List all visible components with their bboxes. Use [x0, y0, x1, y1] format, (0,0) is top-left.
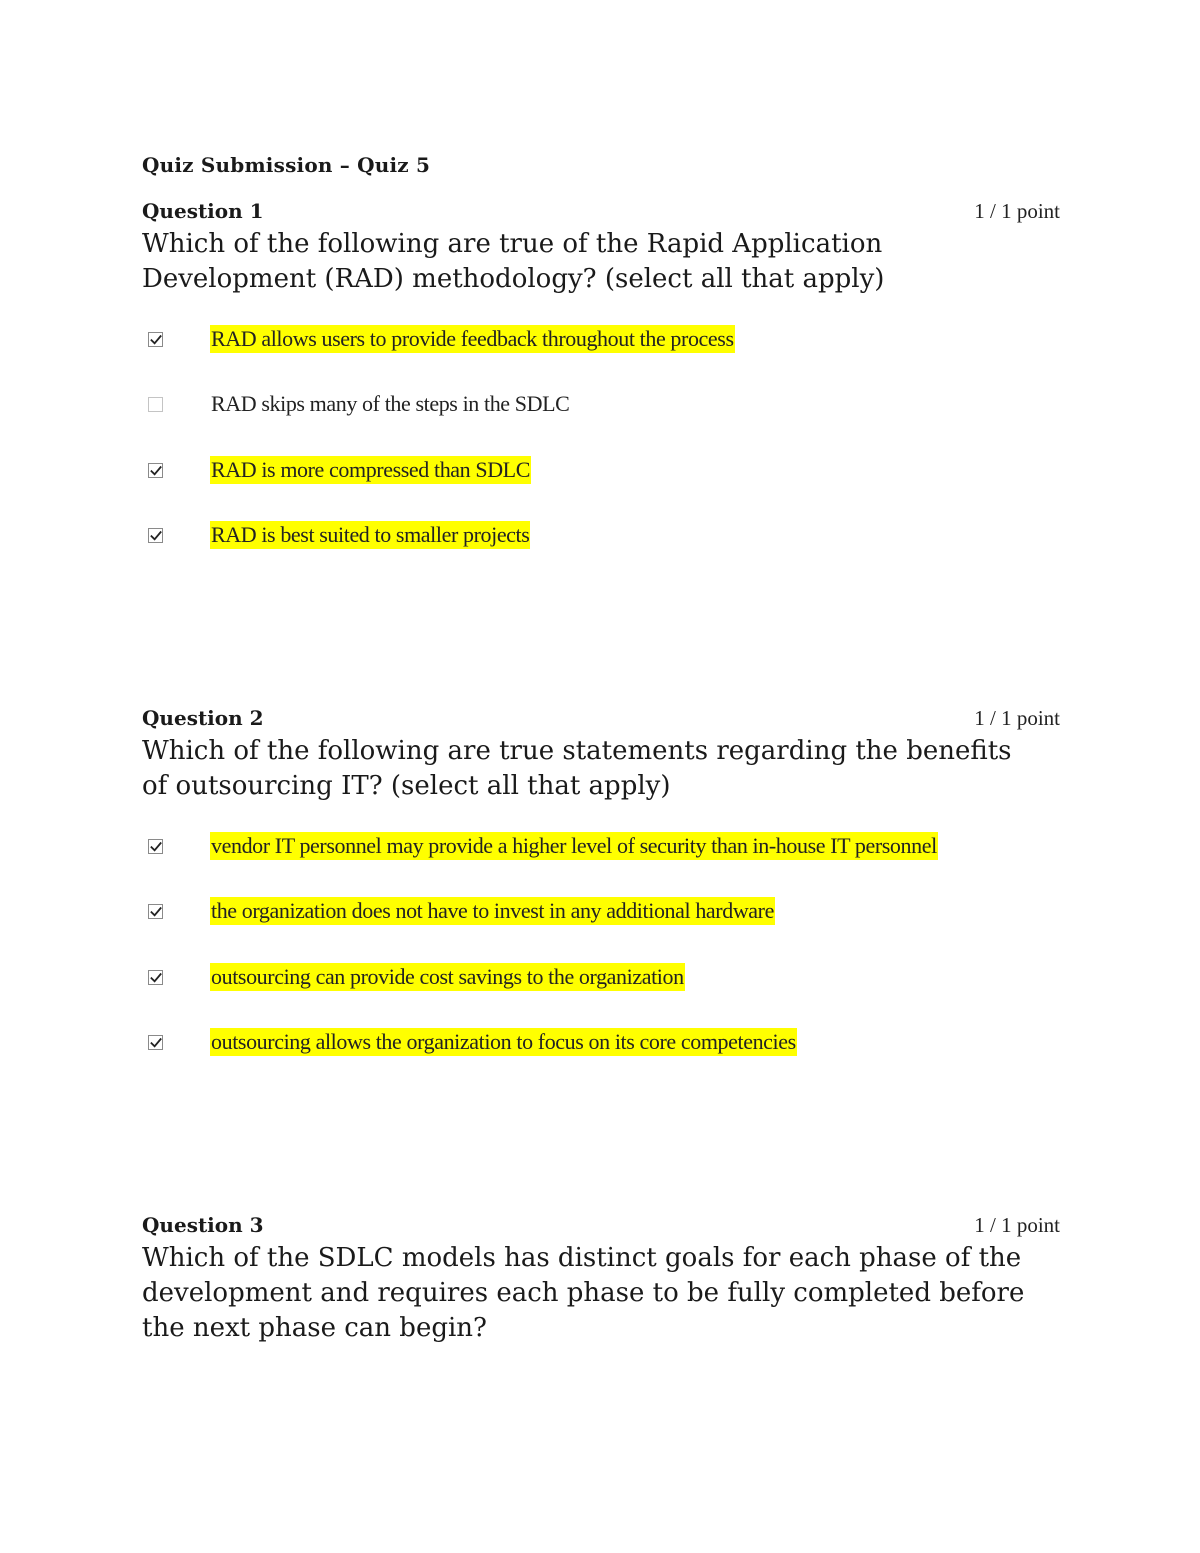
answer-text: RAD allows users to provide feedback throughout the process [211, 326, 734, 351]
checkbox-checked-icon[interactable] [148, 528, 163, 543]
checkbox-checked-icon[interactable] [148, 1035, 163, 1050]
question-text: Which of the following are true of the Rapid Application Development (RAD) methodology? (select all that apply) [142, 229, 885, 294]
question-header [142, 199, 1060, 227]
answer-option[interactable] [142, 458, 1060, 523]
answer-option[interactable] [142, 523, 1060, 588]
question-1 [142, 199, 1060, 588]
question-2 [142, 706, 1060, 1095]
answer-option[interactable] [142, 1030, 1060, 1095]
checkbox-checked-icon[interactable] [148, 839, 163, 854]
question-text: Which of the SDLC models has distinct goals for each phase of the development and requires each phase to be fully completed before the next phase can begin? [142, 1243, 1025, 1343]
page-title: Quiz Submission – Quiz 5 [142, 153, 431, 177]
answer-option[interactable] [142, 965, 1060, 1030]
question-points: 1 / 1 point [974, 1213, 1060, 1237]
answer-option[interactable] [142, 327, 1060, 392]
answer-text: outsourcing can provide cost savings to the organization [211, 963, 684, 989]
checkbox-unchecked-icon[interactable] [148, 397, 163, 412]
answer-text: outsourcing allows the organization to focus on its core competencies [211, 1028, 796, 1054]
answer-text: vendor IT personnel may provide a higher level of security than in-house IT personnel [211, 833, 937, 858]
checkbox-checked-icon[interactable] [148, 332, 163, 347]
checkbox-checked-icon[interactable] [148, 904, 163, 919]
question-points: 1 / 1 point [974, 706, 1060, 730]
question-header [142, 1213, 1060, 1241]
answer-option[interactable] [142, 392, 1060, 457]
question-number: Question 3 [142, 1213, 264, 1237]
answer-text: RAD is best suited to smaller projects [211, 521, 530, 547]
answer-list [142, 834, 1060, 1095]
question-number: Question 1 [142, 199, 264, 223]
answer-option[interactable] [142, 834, 1060, 899]
answer-list [142, 327, 1060, 588]
answer-text: RAD skips many of the steps in the SDLC [211, 391, 570, 417]
question-header [142, 706, 1060, 734]
answer-option[interactable] [142, 899, 1060, 964]
question-3 [142, 1213, 1060, 1346]
question-number: Question 2 [142, 706, 264, 730]
checkbox-checked-icon[interactable] [148, 463, 163, 478]
checkbox-checked-icon[interactable] [148, 970, 163, 985]
question-text: Which of the following are true statements regarding the benefits of outsourcing IT? (select all that apply) [142, 736, 1012, 801]
question-points: 1 / 1 point [974, 199, 1060, 223]
answer-text: the organization does not have to invest in any additional hardware [211, 898, 774, 924]
answer-text: RAD is more compressed than SDLC [211, 456, 530, 482]
